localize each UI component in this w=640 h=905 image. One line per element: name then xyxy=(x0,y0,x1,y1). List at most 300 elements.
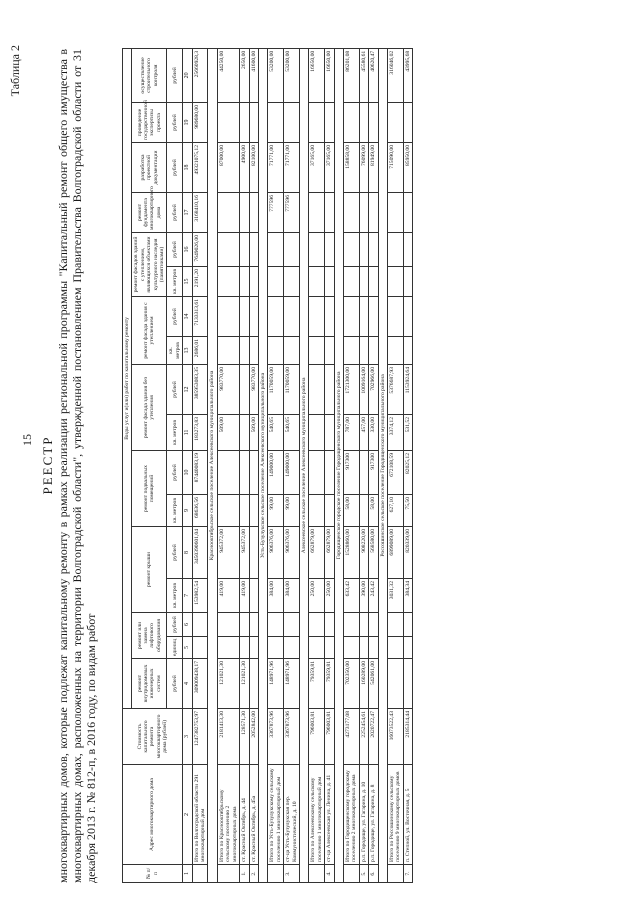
value-cell xyxy=(284,103,300,143)
value-cell xyxy=(192,637,208,659)
value-cell: 99,00 xyxy=(268,495,284,527)
unit-sqm: кв. метров xyxy=(167,267,183,297)
column-number: 11 xyxy=(183,415,192,451)
value-cell: 787,00 xyxy=(343,415,359,451)
value-cell xyxy=(388,637,404,659)
value-cell xyxy=(325,297,334,337)
value-cell: 662879,00 xyxy=(309,527,325,579)
value-cell: 183273,83 xyxy=(192,415,208,451)
address-cell: ст-ца Усть-Бузулукская пер. Коммунистический, д. 10 xyxy=(284,765,300,865)
value-cell xyxy=(284,297,300,337)
value-cell: 81949,00 xyxy=(369,143,378,193)
unit-rub: рублей xyxy=(167,613,183,637)
value-cell xyxy=(403,297,412,337)
column-number: 18 xyxy=(183,143,192,193)
value-cell xyxy=(369,297,378,337)
value-cell xyxy=(309,637,325,659)
value-cell: 316046,02 xyxy=(388,48,404,102)
value-cell xyxy=(217,337,239,365)
value-cell xyxy=(268,337,284,365)
table-row xyxy=(309,48,325,882)
value-cell: 82025,12 xyxy=(403,451,412,495)
value-cell xyxy=(325,103,334,143)
column-number: 17 xyxy=(183,193,192,233)
value-cell xyxy=(240,451,249,495)
value-cell: 820339,00 xyxy=(403,527,412,579)
value-cell: 79359,81 xyxy=(325,659,334,709)
value-cell: 906376,00 xyxy=(268,527,284,579)
row-number xyxy=(268,865,284,883)
row-number xyxy=(343,865,359,883)
value-cell: 385953083,35 xyxy=(192,365,208,415)
unit-rub: рублей xyxy=(167,48,183,102)
design-docs-header: разработка проектной документации xyxy=(132,143,167,193)
value-cell: 662879,00 xyxy=(325,527,334,579)
value-cell xyxy=(403,637,412,659)
value-cell: 1153924,64 xyxy=(403,365,412,415)
municipality-row xyxy=(208,48,217,882)
municipality-title: Городищенское городское поселение Городищенского муниципального района xyxy=(334,48,343,882)
value-cell: 71771,00 xyxy=(268,143,284,193)
value-cell: 540,65 xyxy=(268,415,284,451)
value-cell xyxy=(403,267,412,297)
address-cell: Итого по Волгоградской области 291 многоквартирный дом xyxy=(192,765,208,865)
value-cell: 71771,00 xyxy=(284,143,300,193)
value-cell xyxy=(369,267,378,297)
address-cell: ст-ца Алексеевская ул. Ленина, д. 41 xyxy=(325,765,334,865)
value-cell: 540,65 xyxy=(284,415,300,451)
value-cell: 2191,20 xyxy=(192,267,208,297)
value-cell xyxy=(325,613,334,637)
value-cell: 702966,00 xyxy=(369,365,378,415)
value-cell: 3031,32 xyxy=(388,579,404,613)
row-number xyxy=(192,865,208,883)
value-cell: 160289,00 xyxy=(359,659,368,709)
value-cell xyxy=(388,659,404,709)
value-cell: 2252454,61 xyxy=(359,709,368,765)
value-cell: 2686,01 xyxy=(192,337,208,365)
value-cell: 2185314,44 xyxy=(403,709,412,765)
row-number xyxy=(217,865,239,883)
address-cell: Итого по Россошинскому сельскому поселению 9 многоквартирных домов xyxy=(388,765,404,865)
value-cell xyxy=(343,193,359,233)
value-cell: 917300 xyxy=(343,451,359,495)
value-cell xyxy=(359,637,368,659)
value-cell xyxy=(249,579,258,613)
value-cell xyxy=(388,613,404,637)
column-number: 16 xyxy=(183,233,192,267)
address-cell: ст. Красный Октябрь, д. 45а xyxy=(249,765,258,865)
value-cell xyxy=(403,659,412,709)
value-cell xyxy=(217,193,239,233)
value-cell xyxy=(217,451,239,495)
value-cell xyxy=(369,193,378,233)
value-cell xyxy=(309,103,325,143)
col-no-header: № п/п xyxy=(123,865,183,883)
municipality-title: Усть-Бузулукское сельское поселение Алексеевского муниципального района xyxy=(258,48,267,882)
unit-sqm: кв. метров xyxy=(167,337,183,365)
value-cell: 148971,96 xyxy=(268,659,284,709)
value-cell: 76099,00 xyxy=(359,143,368,193)
value-cell: 509,00 xyxy=(217,415,239,451)
value-cell xyxy=(369,233,378,267)
table-row xyxy=(369,48,378,882)
row-number: 6. xyxy=(369,865,378,883)
value-cell xyxy=(309,415,325,451)
value-cell xyxy=(217,613,239,637)
table-row xyxy=(388,48,404,882)
value-cell xyxy=(240,637,249,659)
value-cell xyxy=(325,193,334,233)
supervision-header: осуществление строительного контроля xyxy=(132,48,167,102)
value-cell: 1721300,00 xyxy=(343,365,359,415)
registry-subtitle: многоквартирных домов, которые подлежат капитальному ремонту в рамках реализации региональной программы "Капитальный ремонт общего имущества в многоквартирных домах, расположенных на территории Волгоградской области", утвержденной постановлением Правительства Волгоградской области от 31 декабря 2013 г. № 812-п, в 2016 году, по видам работ xyxy=(56,49,98,883)
value-cell xyxy=(325,365,334,415)
column-number: 1 xyxy=(183,865,192,883)
value-cell xyxy=(284,233,300,267)
value-cell: 3168410,16 xyxy=(192,193,208,233)
value-cell xyxy=(403,613,412,637)
value-cell xyxy=(268,613,284,637)
unit-rub: рублей xyxy=(167,193,183,233)
value-cell: 384,00 xyxy=(284,579,300,613)
value-cell: 390,00 xyxy=(359,579,368,613)
value-cell xyxy=(249,527,258,579)
value-cell xyxy=(388,337,404,365)
value-cell: 99,00 xyxy=(284,495,300,527)
value-cell xyxy=(240,365,249,415)
value-cell xyxy=(359,193,368,233)
address-cell: р.п. Городище, ул. Гагарина, д. 8 xyxy=(369,765,378,865)
value-cell xyxy=(240,495,249,527)
value-cell: 45580,61 xyxy=(359,48,368,102)
value-cell: 945372,00 xyxy=(240,527,249,579)
value-cell xyxy=(217,233,239,267)
value-cell xyxy=(192,613,208,637)
value-cell xyxy=(343,613,359,637)
registry-body xyxy=(183,48,413,882)
address-cell: Итого по Усть-Бузулукскому сельскому поселению 1 многоквартирный дом xyxy=(268,765,284,865)
value-cell xyxy=(249,103,258,143)
value-cell xyxy=(217,297,239,337)
value-cell xyxy=(309,267,325,297)
value-cell xyxy=(284,613,300,637)
value-cell xyxy=(249,451,258,495)
rotated-page xyxy=(0,25,620,905)
value-cell: 3367873,96 xyxy=(284,709,300,765)
address-cell: ст. Красный Октябрь, д. 44 xyxy=(240,765,249,865)
registry-title: РЕЕСТР xyxy=(40,435,55,495)
work-types-header: Виды услуг и(или) работ по капитальному ремонту xyxy=(123,48,132,708)
value-cell: 2650,00 xyxy=(240,48,249,102)
value-cell: 917300 xyxy=(369,451,378,495)
value-cell: 568580,00 xyxy=(369,527,378,579)
unit-rub: рублей xyxy=(167,297,183,337)
value-cell: 672108,59 xyxy=(388,451,404,495)
value-cell: 509,00 xyxy=(249,415,258,451)
municipality-row xyxy=(378,48,387,882)
unit-rub: рублей xyxy=(167,233,183,267)
value-cell xyxy=(369,637,378,659)
value-cell xyxy=(388,267,404,297)
value-cell xyxy=(403,337,412,365)
value-cell: 309009438,17 xyxy=(192,659,208,709)
value-cell: 4900,00 xyxy=(240,143,249,193)
row-number: 2. xyxy=(249,865,258,883)
value-cell: 777596 xyxy=(268,193,284,233)
value-cell: 1170059,00 xyxy=(284,365,300,415)
value-cell: 945372,00 xyxy=(217,527,239,579)
value-cell: 908220,00 xyxy=(359,527,368,579)
value-cell xyxy=(325,267,334,297)
row-number xyxy=(388,865,404,883)
value-cell: 58,00 xyxy=(369,495,378,527)
value-cell: 49321075,12 xyxy=(192,143,208,193)
value-cell: 796003,81 xyxy=(325,709,334,765)
value-cell xyxy=(403,233,412,267)
value-cell: 633,42 xyxy=(343,579,359,613)
value-cell: 250,00 xyxy=(309,579,325,613)
value-cell: 330,00 xyxy=(369,415,378,451)
value-cell: 542061,00 xyxy=(369,659,378,709)
value-cell: 5376687,93 xyxy=(388,365,404,415)
column-number: 20 xyxy=(183,48,192,102)
value-cell xyxy=(249,495,258,527)
column-numbers-row xyxy=(183,48,192,882)
expertise-header: проведение государственной экспертизы проекта xyxy=(132,103,167,143)
column-number: 8 xyxy=(183,527,192,579)
value-cell xyxy=(325,495,334,527)
table-row xyxy=(343,48,359,882)
value-cell xyxy=(217,495,239,527)
unit-rub: рублей xyxy=(167,365,183,415)
value-cell xyxy=(325,637,334,659)
column-number: 12 xyxy=(183,365,192,415)
value-cell: 82100,00 xyxy=(249,143,258,193)
page-number: 15 xyxy=(20,434,34,446)
value-cell: 1247382753,97 xyxy=(192,709,208,765)
table-row xyxy=(217,48,239,882)
row-number: 1. xyxy=(240,865,249,883)
value-cell xyxy=(343,103,359,143)
address-cell: р.п. Городище, ул. Гагарина, д. 10 xyxy=(359,765,368,865)
value-cell xyxy=(268,267,284,297)
value-cell: 3374,12 xyxy=(388,415,404,451)
column-number: 4 xyxy=(183,659,192,709)
value-cell: 2020722,47 xyxy=(369,709,378,765)
municipality-title: Алексеевское сельское поселение Алексеевского муниципального района xyxy=(299,48,308,882)
value-cell xyxy=(359,337,368,365)
value-cell: 16650,00 xyxy=(309,48,325,102)
value-cell: 85950,00 xyxy=(403,143,412,193)
value-cell xyxy=(284,267,300,297)
value-cell: 87440083,19 xyxy=(192,451,208,495)
roof-header: ремонт крыши xyxy=(132,527,167,613)
municipality-row xyxy=(334,48,343,882)
column-number: 5 xyxy=(183,637,192,659)
value-cell: 121021,30 xyxy=(240,659,249,709)
value-cell xyxy=(403,103,412,143)
value-cell: 989680,00 xyxy=(192,103,208,143)
unit-rub: рублей xyxy=(167,527,183,579)
value-cell xyxy=(249,193,258,233)
value-cell: 983770,00 xyxy=(217,365,239,415)
value-cell xyxy=(388,193,404,233)
value-cell xyxy=(268,103,284,143)
column-number: 19 xyxy=(183,103,192,143)
value-cell: 149000,00 xyxy=(284,451,300,495)
table-label: Таблица 2 xyxy=(8,45,22,97)
value-cell: 4273177,08 xyxy=(343,709,359,765)
value-cell xyxy=(325,415,334,451)
value-cell xyxy=(309,337,325,365)
value-cell xyxy=(359,103,368,143)
column-number: 10 xyxy=(183,451,192,495)
address-cell: Итого по Городищенскому городскому поселению 2 многоквартирных дома xyxy=(343,765,359,865)
table-row xyxy=(249,48,258,882)
value-cell xyxy=(249,233,258,267)
value-cell xyxy=(359,233,368,267)
value-cell: 75,50 xyxy=(403,495,412,527)
value-cell: 419,00 xyxy=(240,579,249,613)
table-row xyxy=(192,48,208,882)
value-cell: 1528860,00 xyxy=(343,527,359,579)
value-cell xyxy=(309,495,325,527)
unit-rub: рублей xyxy=(167,451,183,495)
unit-units: единиц xyxy=(167,637,183,659)
value-cell: 16073522,43 xyxy=(388,709,404,765)
value-cell: 6899089,00 xyxy=(388,527,404,579)
unit-sqm: кв. метров xyxy=(167,415,183,451)
facade-no-insulation-header: ремонт фасада здания без утепления xyxy=(132,365,167,451)
value-cell xyxy=(343,267,359,297)
value-cell xyxy=(309,233,325,267)
value-cell: 1009164,00 xyxy=(359,365,368,415)
column-number: 2 xyxy=(183,765,192,865)
table-row xyxy=(325,48,334,882)
value-cell: 715090,00 xyxy=(388,143,404,193)
value-cell xyxy=(403,193,412,233)
value-cell: 702350,00 xyxy=(343,659,359,709)
value-cell: 68636,56 xyxy=(192,495,208,527)
value-cell: 243,42 xyxy=(369,579,378,613)
value-cell xyxy=(388,233,404,267)
value-cell: 906376,00 xyxy=(284,527,300,579)
value-cell: 7133313,61 xyxy=(192,297,208,337)
value-cell xyxy=(240,267,249,297)
value-cell xyxy=(240,103,249,143)
value-cell: 384,34 xyxy=(403,579,412,613)
table-row xyxy=(403,48,412,882)
value-cell: 3367873,96 xyxy=(268,709,284,765)
value-cell xyxy=(240,613,249,637)
value-cell: 37165,00 xyxy=(309,143,325,193)
value-cell: 40620,47 xyxy=(369,48,378,102)
value-cell xyxy=(268,637,284,659)
value-cell: 3450390601,04 xyxy=(192,527,208,579)
value-cell: 87000,00 xyxy=(217,143,239,193)
value-cell: 58,00 xyxy=(343,495,359,527)
table-row xyxy=(240,48,249,882)
value-cell: 457,00 xyxy=(359,415,368,451)
row-number: 5. xyxy=(359,865,368,883)
value-cell xyxy=(325,233,334,267)
engineering-header: ремонт внутридомовых инженерных систем xyxy=(132,659,167,709)
municipality-row xyxy=(258,48,267,882)
value-cell xyxy=(343,337,359,365)
value-cell xyxy=(359,451,368,495)
value-cell: 148971,96 xyxy=(284,659,300,709)
value-cell xyxy=(359,297,368,337)
value-cell: 531,52 xyxy=(403,415,412,451)
value-cell: 7649026,00 xyxy=(192,233,208,267)
value-cell xyxy=(249,637,258,659)
value-cell xyxy=(309,365,325,415)
value-cell xyxy=(309,451,325,495)
value-cell xyxy=(359,267,368,297)
value-cell: 53200,00 xyxy=(284,48,300,102)
value-cell: 158858,00 xyxy=(343,143,359,193)
column-number: 6 xyxy=(183,613,192,637)
value-cell xyxy=(284,637,300,659)
table-row xyxy=(284,48,300,882)
value-cell: 149000,00 xyxy=(268,451,284,495)
value-cell xyxy=(343,637,359,659)
value-cell: 2181413,30 xyxy=(217,709,239,765)
address-cell: Итого по Алексеевскому сельскому поселению 1 многоквартирный дом xyxy=(309,765,325,865)
row-number: 3. xyxy=(284,865,300,883)
column-number: 14 xyxy=(183,297,192,337)
value-cell: 53200,00 xyxy=(268,48,284,102)
unit-rub: рублей xyxy=(167,659,183,709)
foundation-header: ремонт фундамента многоквартирного дома xyxy=(132,193,167,233)
column-number: 7 xyxy=(183,579,192,613)
value-cell xyxy=(240,233,249,267)
value-cell xyxy=(240,415,249,451)
column-number: 9 xyxy=(183,495,192,527)
value-cell: 2052842,00 xyxy=(249,709,258,765)
value-cell: 25660928,3 xyxy=(192,48,208,102)
municipality-row xyxy=(299,48,308,882)
value-cell xyxy=(309,297,325,337)
value-cell: 796003,81 xyxy=(309,709,325,765)
value-cell: 419,00 xyxy=(217,579,239,613)
value-cell xyxy=(369,613,378,637)
column-number: 3 xyxy=(183,709,192,765)
value-cell xyxy=(284,337,300,365)
value-cell: 384,00 xyxy=(268,579,284,613)
value-cell xyxy=(343,297,359,337)
value-cell xyxy=(240,337,249,365)
unit-sqm: кв. метров xyxy=(167,579,183,613)
value-cell: 37165,00 xyxy=(325,143,334,193)
value-cell: 983770,00 xyxy=(249,365,258,415)
unit-sqm: кв. метров xyxy=(167,495,183,527)
facade-insulation-header: ремонт фасада здания с утеплением xyxy=(132,297,167,365)
value-cell xyxy=(369,337,378,365)
facade-heritage-header: ремонт фасадов зданий с утеплением, являющихся объектами культурного наследия (памятниками) xyxy=(132,233,167,297)
value-cell: 79359,81 xyxy=(309,659,325,709)
table-row xyxy=(268,48,284,882)
value-cell: 1170059,00 xyxy=(268,365,284,415)
address-cell: п. Степной, ул. Восточная, д. 5 xyxy=(403,765,412,865)
value-cell xyxy=(325,451,334,495)
value-cell: 121021,30 xyxy=(217,659,239,709)
row-number: 7. xyxy=(403,865,412,883)
value-cell: 86201,08 xyxy=(343,48,359,102)
value-cell xyxy=(343,233,359,267)
column-number: 13 xyxy=(183,337,192,365)
